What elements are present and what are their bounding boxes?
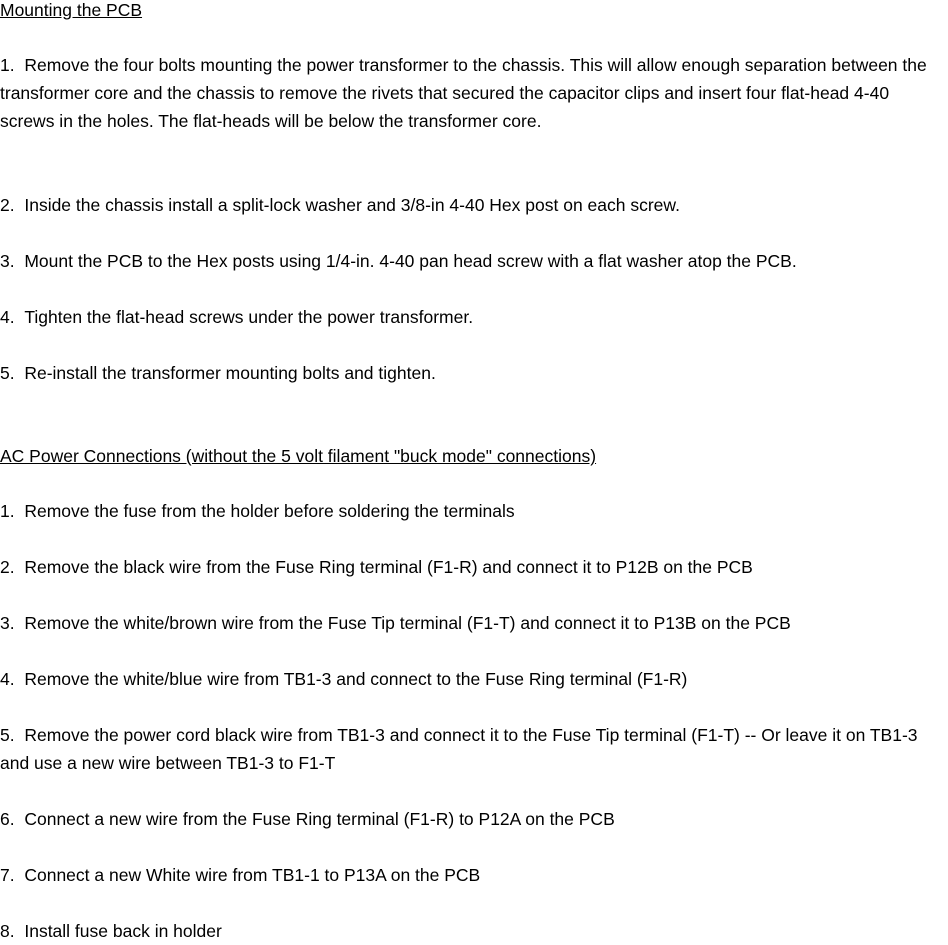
step-number: 6. xyxy=(0,809,15,829)
mounting-step-3 xyxy=(0,247,948,275)
step-number: 4. xyxy=(0,307,15,327)
step-text: Remove the black wire from the Fuse Ring terminal (F1-R) and connect it to P12B on the PCB xyxy=(24,557,753,577)
ac-step-8 xyxy=(0,917,948,945)
step-text: Inside the chassis install a split-lock washer and 3/8-in 4-40 Hex post on each screw. xyxy=(24,195,680,215)
mounting-step-2 xyxy=(0,191,948,219)
step-text: Remove the four bolts mounting the power transformer to the chassis. This will allow enough separation between the transformer core and the chassis to remove the rivets that secured the capacitor clips and insert four flat-head 4-40 screws in the holes. The flat-heads will be below the transformer core. xyxy=(0,55,927,131)
step-text: Install fuse back in holder xyxy=(24,921,222,941)
step-number: 1. xyxy=(0,501,15,521)
step-text: Connect a new wire from the Fuse Ring terminal (F1-R) to P12A on the PCB xyxy=(24,809,615,829)
step-number: 1. xyxy=(0,55,15,75)
step-text: Connect a new White wire from TB1-1 to P13A on the PCB xyxy=(24,865,481,885)
mounting-step-5 xyxy=(0,359,948,387)
step-text: Remove the white/blue wire from TB1-3 and connect to the Fuse Ring terminal (F1-R) xyxy=(24,669,688,689)
ac-step-2 xyxy=(0,553,948,581)
step-number: 3. xyxy=(0,613,15,633)
step-number: 3. xyxy=(0,251,15,271)
ac-step-5 xyxy=(0,721,948,777)
step-text: Re-install the transformer mounting bolts and tighten. xyxy=(24,363,436,383)
ac-step-7 xyxy=(0,861,948,889)
step-number: 4. xyxy=(0,669,15,689)
step-text: Tighten the flat-head screws under the power transformer. xyxy=(24,307,474,327)
step-text: Remove the fuse from the holder before soldering the terminals xyxy=(24,501,515,521)
ac-step-3 xyxy=(0,609,948,637)
step-number: 2. xyxy=(0,195,15,215)
mounting-step-4 xyxy=(0,303,948,331)
ac-step-4 xyxy=(0,665,948,693)
step-number: 2. xyxy=(0,557,15,577)
section-heading-ac-power: AC Power Connections (without the 5 volt filament "buck mode" connections) xyxy=(0,446,597,466)
step-number: 7. xyxy=(0,865,15,885)
mounting-step-1 xyxy=(0,51,948,135)
step-number: 5. xyxy=(0,725,15,745)
ac-step-1 xyxy=(0,497,948,525)
section-heading-mounting-pcb: Mounting the PCB xyxy=(0,0,143,20)
ac-step-6 xyxy=(0,805,948,833)
step-number: 5. xyxy=(0,363,15,383)
step-text: Mount the PCB to the Hex posts using 1/4-in. 4-40 pan head screw with a flat washer atop the PCB. xyxy=(24,251,797,271)
step-number: 8. xyxy=(0,921,15,941)
step-text: Remove the white/brown wire from the Fuse Tip terminal (F1-T) and connect it to P13B on the PCB xyxy=(24,613,791,633)
step-text: Remove the power cord black wire from TB1-3 and connect it to the Fuse Tip terminal (F1-T) -- Or leave it on TB1-3 and use a new wire between TB1-3 to F1-T xyxy=(0,725,918,773)
